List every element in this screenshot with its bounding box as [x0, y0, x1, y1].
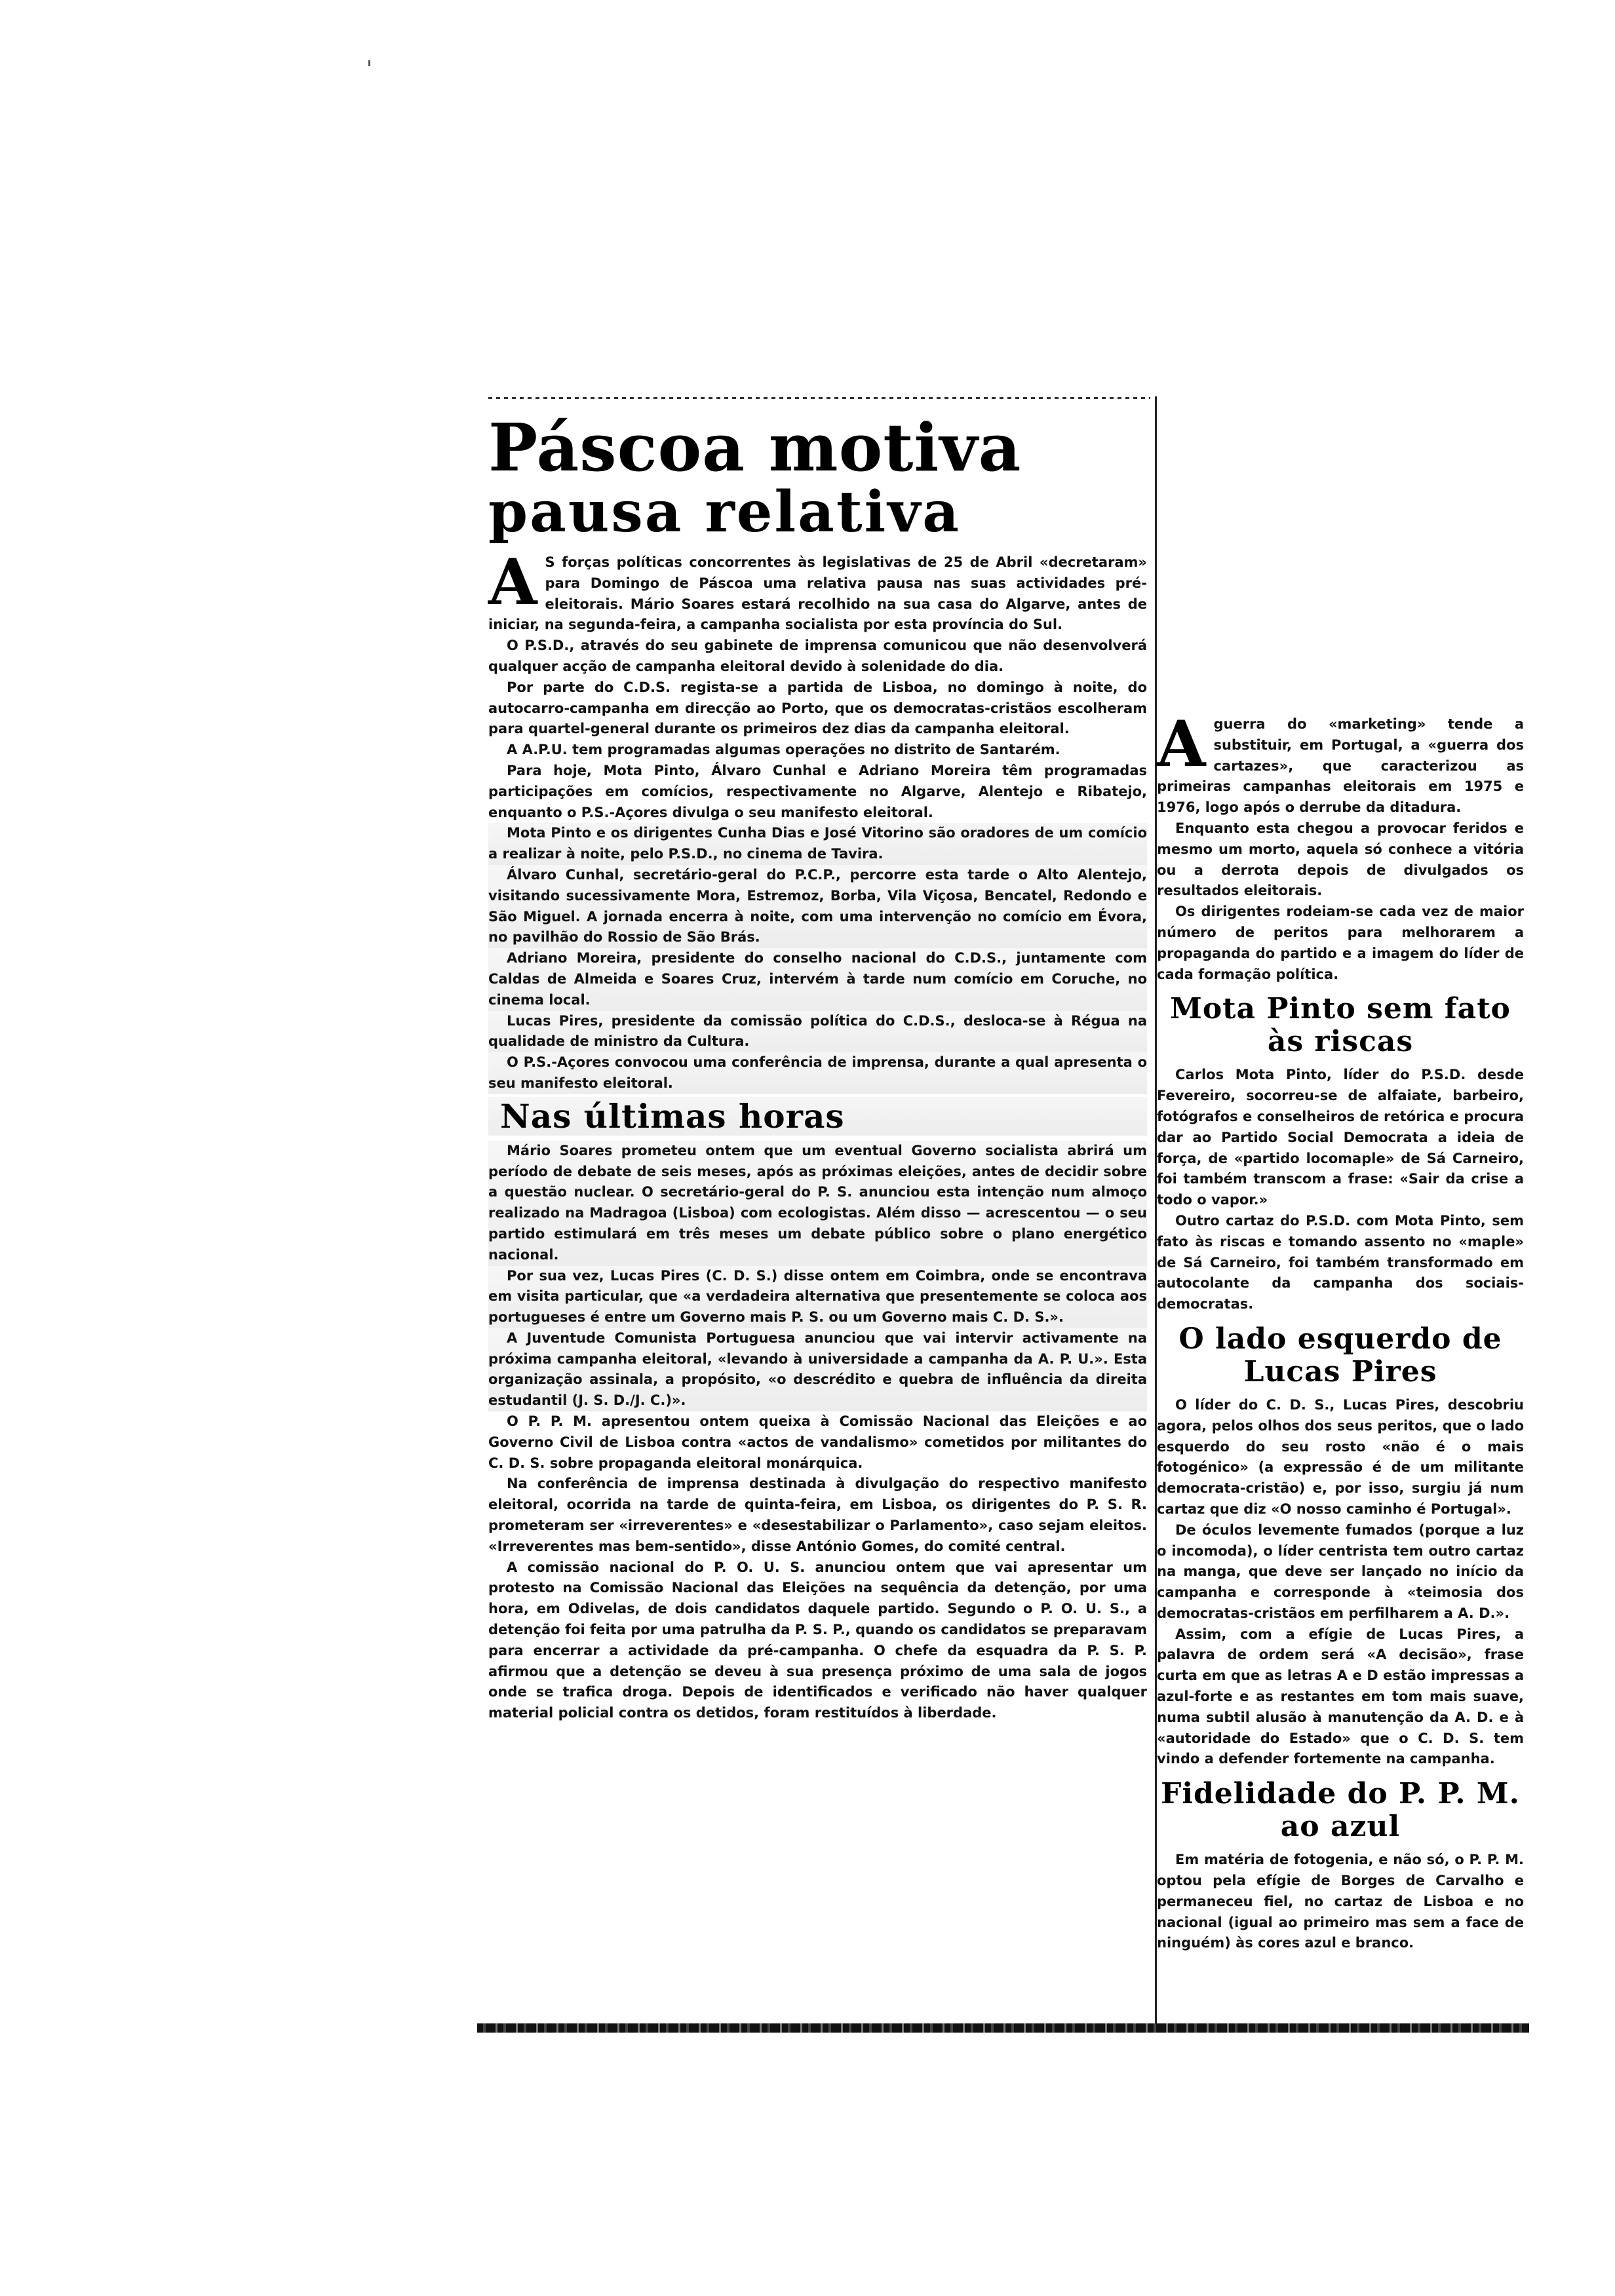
lead-block [488, 545, 1147, 636]
sidebar-heading-lucas-pires: O lado esquerdo de Lucas Pires [1178, 1322, 1502, 1388]
paragraph: Álvaro Cunhal, secretário-geral do P.C.P., percorre esta tarde o Alto Alentejo, visitando sucessivamente Mora, Estremoz, Borba, Vila Viçosa, Bencatel, Redondo e São Miguel. A jornada encerra à noite, com uma intervenção no comício em Évora, no pavilhão do Rossio de São Brás. [488, 865, 1147, 948]
paragraph: O P. P. M. apresentou ontem queixa à Comissão Nacional das Eleições e ao Governo Civil de Lisboa contra «actos de vandalismo» cometidos por militantes do C. D. S. sobre propaganda eleitoral monárquica. [488, 1413, 1147, 1471]
sidebar-paragraph: O líder do C. D. S., Lucas Pires, descobriu agora, pelos olhos dos seus peritos, que o lado esquerdo do seu rosto «não é o mais fotogénico» (a expressão é de um militante democrata-cristão) e, por isso, surgiu já num cartaz que diz «O nosso caminho é Portugal». [1157, 1396, 1524, 1517]
sidebar-dropcap: A [1157, 707, 1206, 781]
lead-paragraph: S forças políticas concorrentes às legislativas de 25 de Abril «decretaram» para Domingo de Páscoa uma relativa pausa nas suas actividades pré-eleitorais. Mário Soares estará recolhido na sua casa do Algarve, antes de iniciar, na segunda-feira, a campanha socialista por esta província do Sul. [488, 554, 1147, 633]
sidebar-lead-block [1157, 707, 1524, 818]
paragraph: A Juventude Comunista Portuguesa anunciou que vai intervir activamente na próxima campanha eleitoral, «levando à universidade a campanha da A. P. U.». Esta organização assinala, a propósito, «o descrédito e quebra de influência da direita estudantil (J. S. D./J. C.)». [488, 1328, 1147, 1411]
subhead-nas-ultimas-horas: Nas últimas horas [488, 1097, 1147, 1136]
paragraph: Para hoje, Mota Pinto, Álvaro Cunhal e Adriano Moreira têm programadas participações em comícios, respectivamente no Algarve, Alentejo e Ribatejo, enquanto o P.S.-Açores divulga o seu manifesto eleitoral. [488, 762, 1147, 820]
paragraph-list [488, 636, 1147, 1094]
paragraph-list-2 [488, 1141, 1147, 1724]
sidebar-paragraph: Carlos Mota Pinto, líder do P.S.D. desde Fevereiro, socorreu-se de alfaiate, barbeiro, fotógrafos e conselheiros de retórica e procura dar ao Partido Social Democrata a ideia de força, de «partido locomaple» de Sá Carneiro, foi também transcom a frase: «Sair da crise a todo o vapor.» [1157, 1067, 1524, 1208]
sidebar-article [1157, 707, 1524, 2012]
sidebar-paragraph: Outro cartaz do P.S.D. com Mota Pinto, sem fato às riscas e tomando assento no «maple» de Sá Carneiro, foi também transformado em autocolante da campanha dos sociais-democratas. [1157, 1212, 1524, 1312]
paragraph: A A.P.U. tem programadas algumas operações no distrito de Santarém. [507, 742, 1060, 758]
sidebar-heading-mota-pinto: Mota Pinto sem fato às riscas [1170, 992, 1511, 1059]
paragraph: A comissão nacional do P. O. U. S. anunciou ontem que vai apresentar um protesto na Comissão Nacional das Eleições na sequência da detenção, por uma hora, em Odivelas, de dois candidatos daquele partido. Segundo o P. O. U. S., a detenção foi feita por uma patrulha da P. S. P., quando os candidatos se preparavam para encerrar a actividade da pré-campanha. O chefe da esquadra da P. S. P. afirmou que a detenção se deveu à sua presença próximo de uma sala de jogos onde se trafica droga. Depois de identificados e verificado não haver qualquer material policial contra os detidos, foram restituídos à liberdade. [488, 1559, 1147, 1721]
main-article [488, 396, 1147, 2031]
paragraph: O P.S.D., através do seu gabinete de imprensa comunicou que não desenvolverá qualquer acção de campanha eleitoral devido à solenidade do dia. [488, 638, 1147, 674]
sidebar-paragraph: De óculos levemente fumados (porque a luz o incomoda), o líder centrista tem outro cartaz na manga, que deve ser lançado no início da campanha e corresponde à «teimosia dos democratas-cristãos em perfilharem a A. D.». [1157, 1521, 1524, 1621]
paragraph: Por parte do C.D.S. regista-se a partida de Lisboa, no domingo à noite, do autocarro-campanha em direcção ao Porto, que os democratas-cristãos escolheram para quartel-general durante os primeiros dez dias da campanha eleitoral. [488, 679, 1147, 737]
paragraph: Mário Soares prometeu ontem que um eventual Governo socialista abrirá um período de debate de seis meses, após as próximas eleições, antes de decidir sobre a questão nuclear. O secretário-geral do P. S. anunciou esta intenção num almoço realizado na Madragoa (Lisboa) com ecologistas. Além disso — acrescentou — o seu partido estimulará em três meses um debate público sobre o plano energético nacional. [488, 1141, 1147, 1266]
paragraph: Adriano Moreira, presidente do conselho nacional do C.D.S., juntamente com Caldas de Almeida e Soares Cruz, intervém à tarde num comício em Coruche, no cinema local. [488, 948, 1147, 1010]
sidebar-paragraph: Assim, com a efígie de Lucas Pires, a palavra de ordem será «A decisão», frase curta em que as letras A e D estão impressas a azul-forte e as restantes em tom mais suave, numa subtil alusão à manutenção da A. D. e à «autoridade do Estado» que o C. D. S. tem vindo a defender fortemente na campanha. [1157, 1626, 1524, 1767]
bottom-rule [477, 2023, 1529, 2033]
paragraph: Por sua vez, Lucas Pires (C. D. S.) disse ontem em Coimbra, onde se encontrava em visita particular, que «a verdadeira alternativa que presentemente se coloca aos portugueses é entre um Governo mais P. S. ou um Governo mais C. D. S.». [488, 1266, 1147, 1328]
sidebar-paragraph: Os dirigentes rodeiam-se cada vez de maior número de peritos para melhorarem a propaganda do partido e a imagem do líder de cada formação política. [1157, 904, 1524, 982]
headline-line-1: Páscoa motiva [488, 409, 1022, 486]
scan-speck [368, 60, 370, 66]
sidebar-paragraph: Enquanto esta chegou a provocar feridos e mesmo um morto, aquela só conhece a vitória ou a derrota depois de divulgados os resultados eleitorais. [1157, 820, 1524, 899]
headline-line-2: pausa relativa [488, 479, 961, 545]
paragraph: O P.S.-Açores convocou uma conferência de imprensa, durante a qual apresenta o seu manifesto eleitoral. [488, 1052, 1147, 1094]
sidebar-lead-paragraph: guerra do «marketing» tende a substituir, em Portugal, a «guerra dos cartazes», que caracterizou as primeiras campanhas eleitorais em 1975 e 1976, logo após o derrube da ditadura. [1157, 716, 1524, 816]
sidebar-heading-ppm: Fidelidade do P. P. M. ao azul [1161, 1777, 1520, 1844]
dropcap: A [488, 545, 537, 619]
paragraph: Na conferência de imprensa destinada à divulgação do respectivo manifesto eleitoral, ocorrida na tarde de quinta-feira, em Lisboa, os dirigentes do P. S. R. prometeram ser «irreverentes» e «desestabilizar o Parlamento», caso sejam eleitos. «Irreverentes mas bem-sentido», disse António Gomes, do comité central. [488, 1476, 1147, 1554]
sidebar-paragraph: Em matéria de fotogenia, e não só, o P. P. M. optou pela efígie de Borges de Carvalho e permaneceu fiel, no cartaz de Lisboa e no nacional (igual ao primeiro mas sem a face de ninguém) às cores azul e branco. [1157, 1852, 1524, 1951]
paragraph: Lucas Pires, presidente da comissão política do C.D.S., desloca-se à Régua na qualidade de ministro da Cultura. [488, 1011, 1147, 1053]
paragraph: Mota Pinto e os dirigentes Cunha Dias e José Vitorino são oradores de um comício a realizar à noite, pelo P.S.D., no cinema de Tavira. [488, 823, 1147, 865]
